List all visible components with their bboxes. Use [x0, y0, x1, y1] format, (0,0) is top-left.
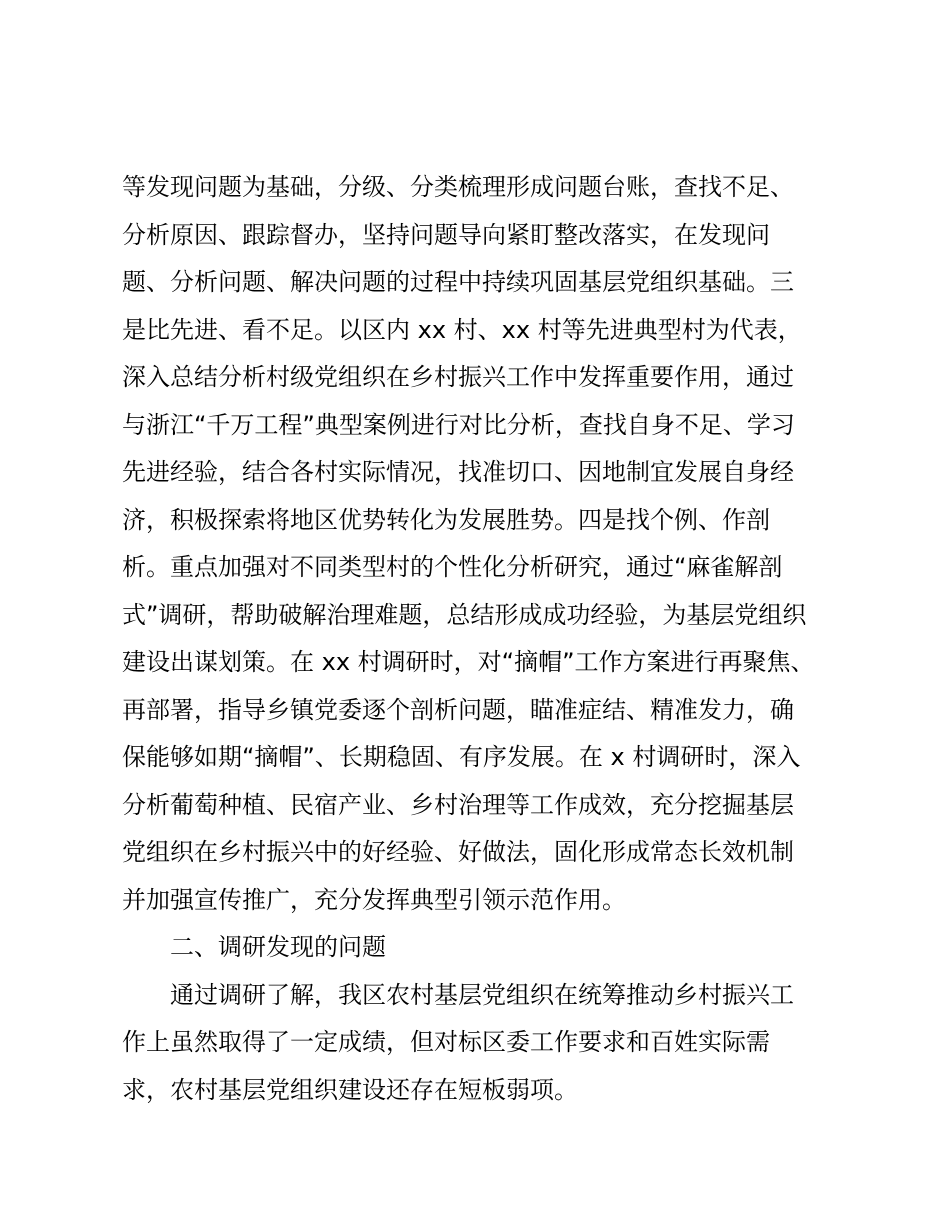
text-line: 通过调研了解，我区农村基层党组织在统筹推动乡村振兴工 [170, 980, 794, 1009]
text-line: 求，农村基层党组织建设还存在短板弱项。 [122, 1075, 578, 1104]
text-line: 式”调研，帮助破解治理难题，总结形成成功经验，为基层党组织 [122, 600, 807, 629]
text-line: 深入总结分析村级党组织在乡村振兴工作中发挥重要作用，通过 [122, 363, 794, 391]
text-line: 济，积极探索将地区优势转化为发展胜势。四是找个例、作剖 [122, 505, 770, 534]
text-line: 作上虽然取得了一定成绩，但对标区委工作要求和百姓实际需 [122, 1028, 770, 1056]
text-line: 先进经验，结合各村实际情况，找准切口、因地制宜发展自身经 [122, 458, 794, 486]
body-text [122, 164, 842, 1114]
text-line: 分析葡萄种植、民宿产业、乡村治理等工作成效，充分挖掘基层 [122, 790, 794, 819]
text-line: 析。重点加强对不同类型村的个性化分析研究，通过“麻雀解剖 [122, 553, 783, 581]
text-line: 党组织在乡村振兴中的好经验、好做法，固化形成常态长效机制 [122, 838, 794, 866]
text-line: 题、分析问题、解决问题的过程中持续巩固基层党组织基础。三 [122, 268, 794, 296]
text-line: 再部署，指导乡镇党委逐个剖析问题，瞄准症结、精准发力，确 [122, 695, 794, 724]
text-line: 与浙江“千万工程”典型案例进行对比分析，查找自身不足、学习 [122, 410, 795, 439]
text-line: 建设出谋划策。在 xx 村调研时，对“摘帽”工作方案进行再聚焦、 [122, 648, 815, 676]
section-heading: 二、调研发现的问题 [170, 933, 386, 961]
text-line: 保能够如期“摘帽”、长期稳固、有序发展。在 x 村调研时，深入 [122, 743, 801, 771]
text-line: 并加强宣传推广，充分发挥典型引领示范作用。 [122, 885, 626, 914]
text-line: 是比先进、看不足。以区内 xx 村、xx 村等先进典型村为代表， [122, 315, 802, 344]
text-line: 等发现问题为基础，分级、分类梳理形成问题台账，查找不足、 [122, 173, 794, 201]
text-line: 分析原因、跟踪督办，坚持问题导向紧盯整改落实，在发现问 [122, 220, 770, 249]
